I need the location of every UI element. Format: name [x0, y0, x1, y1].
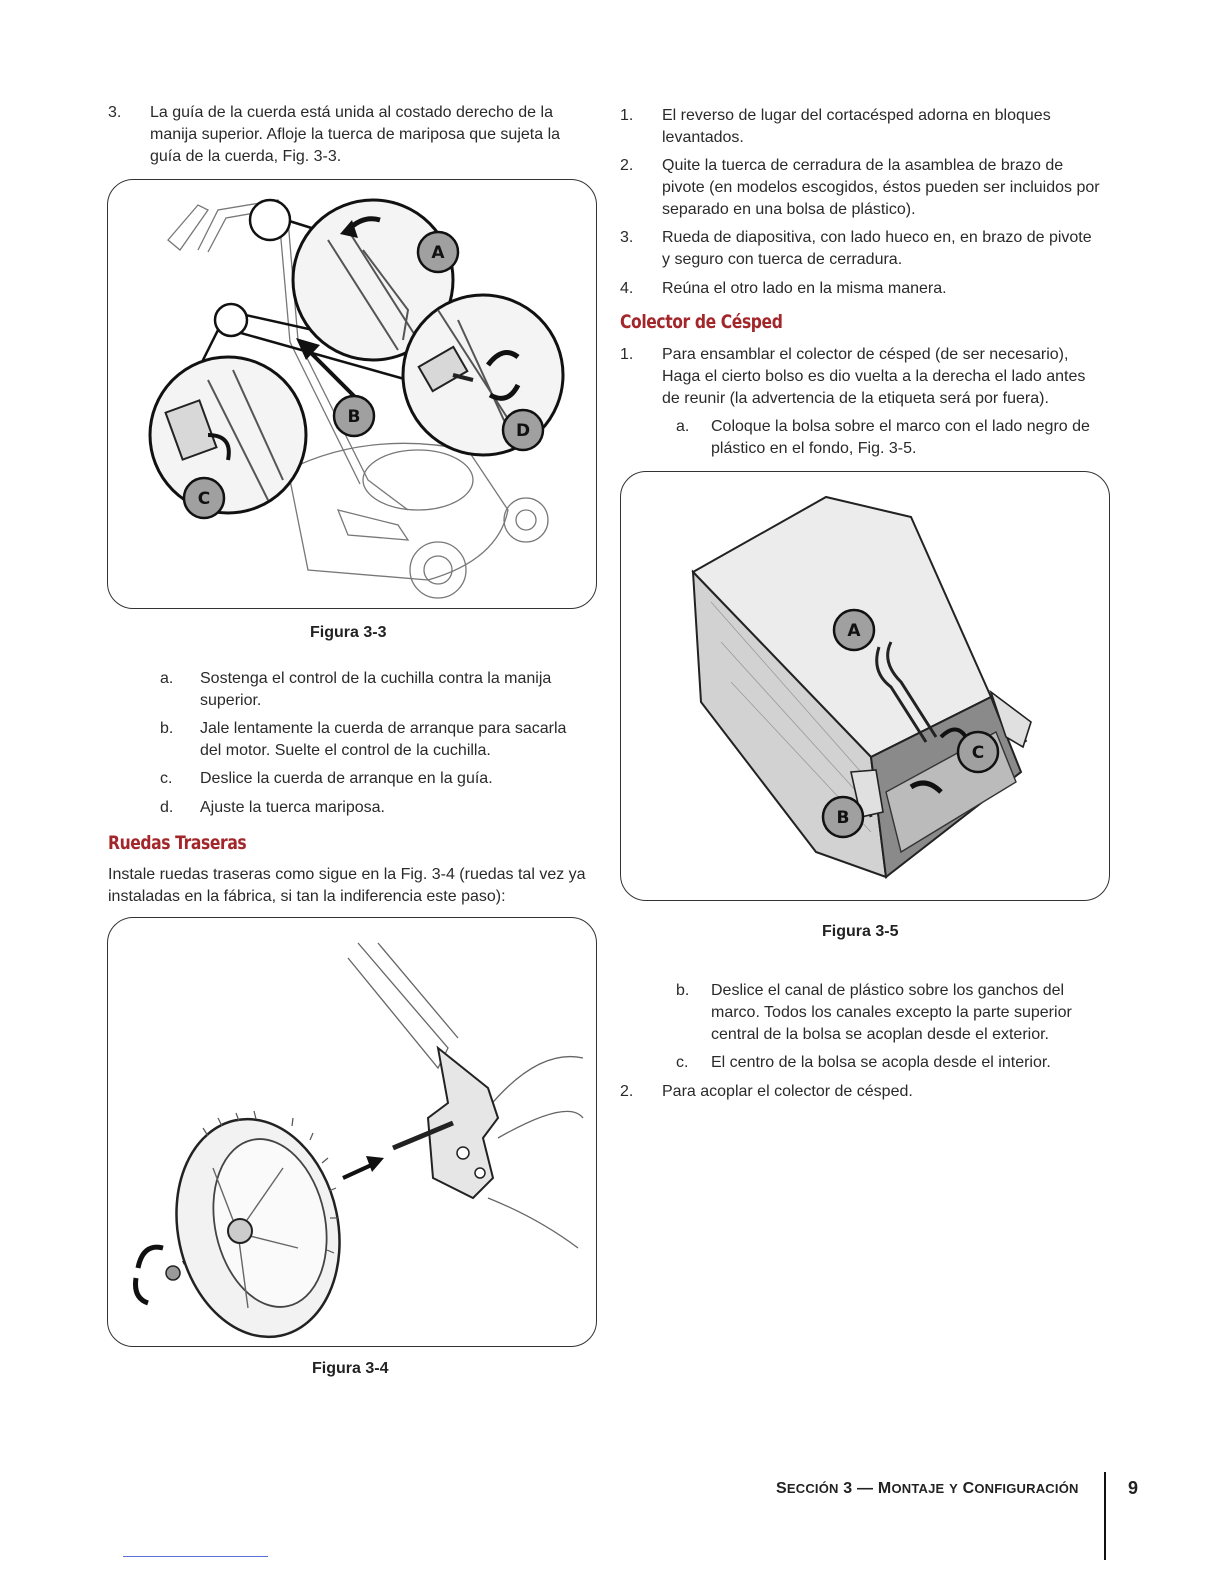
substep-text: Sostenga el control de la cuchilla contra la manija superior. — [200, 670, 552, 709]
rear-wheels-text: Instale ruedas traseras como sigue en la Fig. 3-4 (ruedas tal vez ya instaladas en la fábrica, si tan la indiferencia este paso): — [108, 866, 586, 905]
step-number: 1. — [620, 346, 634, 363]
substep-text: Deslice el canal de plástico sobre los ganchos del marco. Todos los canales excepto la parte superior central de la bolsa se acoplan desde el exterior. — [711, 982, 1072, 1043]
figure-3-5-caption: Figura 3-5 — [822, 923, 899, 940]
mower-handle-illustration — [108, 180, 596, 608]
callout-b: B — [347, 407, 361, 427]
figure-3-3-caption: Figura 3-3 — [310, 624, 387, 641]
substep-text: Ajuste la tuerca mariposa. — [200, 799, 385, 816]
right-step-2-attach — [620, 1081, 1110, 1103]
substep-letter: b. — [160, 720, 174, 737]
step-number: 3. — [620, 229, 634, 246]
footer-title2-cap: C — [962, 1480, 975, 1497]
left-substep-a — [160, 668, 600, 712]
right-substep-c — [676, 1052, 1106, 1074]
grass-catcher-illustration — [621, 472, 1109, 900]
step-text: Rueda de diapositiva, con lado hueco en, en brazo de pivote y seguro con tuerca de cerradura. — [662, 229, 1092, 268]
step-number: 2. — [620, 157, 634, 174]
callout-b: B — [836, 808, 850, 828]
callout-c: C — [971, 743, 985, 763]
step-text: Para ensamblar el colector de césped (de ser necesario), Haga el cierto bolso es dio vuelta a la derecha el lado antes de reunir (la advertencia de la etiqueta será por fuera). — [662, 346, 1086, 407]
step-text: Quite la tuerca de cerradura de la asamblea de brazo de pivote (en modelos escogidos, éstos pueden ser incluidos por separado en una bolsa de plástico). — [662, 157, 1100, 218]
footer-section-cap: S — [776, 1480, 787, 1497]
footer-title-and: Y — [949, 1481, 958, 1496]
callout-c: C — [197, 489, 211, 509]
step-number: 4. — [620, 280, 634, 297]
page-number: 9 — [1128, 1478, 1139, 1498]
step-text: Reúna el otro lado en la misma manera. — [662, 280, 947, 297]
step-text: La guía de la cuerda está unida al costado derecho de la manija superior. Afloje la tuerca de mariposa que sujeta la guía de la cuerda, Fig. 3-3. — [150, 104, 561, 165]
footer-divider — [1104, 1472, 1106, 1560]
right-step-1 — [620, 105, 1110, 149]
footer-title2-rest: ONFIGURACIÓN — [974, 1481, 1079, 1496]
footer-section-title — [776, 1480, 1079, 1498]
rear-wheels-heading: Ruedas Traseras — [108, 832, 247, 854]
footer-section-rest: ECCIÓN — [786, 1481, 839, 1496]
substep-letter: a. — [676, 418, 690, 435]
figure-3-3-frame — [107, 179, 597, 609]
right-substep-a — [676, 416, 1106, 460]
callout-d: D — [515, 421, 531, 441]
figure-3-4-caption: Figura 3-4 — [312, 1360, 389, 1377]
step-text: El reverso de lugar del cortacésped adorna en bloques levantados. — [662, 107, 1051, 146]
grass-catcher-heading: Colector de Césped — [620, 311, 783, 333]
substep-text: El centro de la bolsa se acopla desde el interior. — [711, 1054, 1051, 1071]
right-step-3 — [620, 227, 1110, 271]
substep-text: Coloque la bolsa sobre el marco con el lado negro de plástico en el fondo, Fig. 3-5. — [711, 418, 1090, 457]
substep-text: Deslice la cuerda de arranque en la guía. — [200, 770, 493, 787]
left-step-3 — [108, 102, 598, 172]
footer-section-number: 3 — — [843, 1480, 874, 1497]
rear-wheel-illustration — [108, 918, 596, 1346]
footer-title1-rest: ONTAJE — [891, 1481, 945, 1496]
left-substep-d — [160, 797, 600, 819]
substep-letter: c. — [676, 1054, 689, 1071]
right-step-2 — [620, 155, 1110, 221]
left-substep-b — [160, 718, 600, 762]
callout-a: A — [847, 621, 861, 641]
step-number: 1. — [620, 107, 634, 124]
substep-letter: a. — [160, 670, 174, 687]
substep-letter: d. — [160, 799, 174, 816]
callout-a: A — [431, 243, 445, 263]
figure-3-5-frame — [620, 471, 1110, 901]
footer-title1-cap: M — [877, 1480, 892, 1497]
step-number: 2. — [620, 1083, 634, 1100]
substep-letter: b. — [676, 982, 690, 999]
bottom-rule — [123, 1556, 268, 1557]
step-number: 3. — [108, 104, 122, 121]
right-step-4 — [620, 278, 1110, 300]
substep-letter: c. — [160, 770, 173, 787]
figure-3-4-frame — [107, 917, 597, 1347]
right-substep-b — [676, 980, 1106, 1046]
substep-text: Jale lentamente la cuerda de arranque para sacarla del motor. Suelte el control de la cuchilla. — [200, 720, 567, 759]
right-grass-step-1 — [620, 344, 1110, 410]
step-text: Para acoplar el colector de césped. — [662, 1083, 913, 1100]
left-substep-c — [160, 768, 600, 790]
